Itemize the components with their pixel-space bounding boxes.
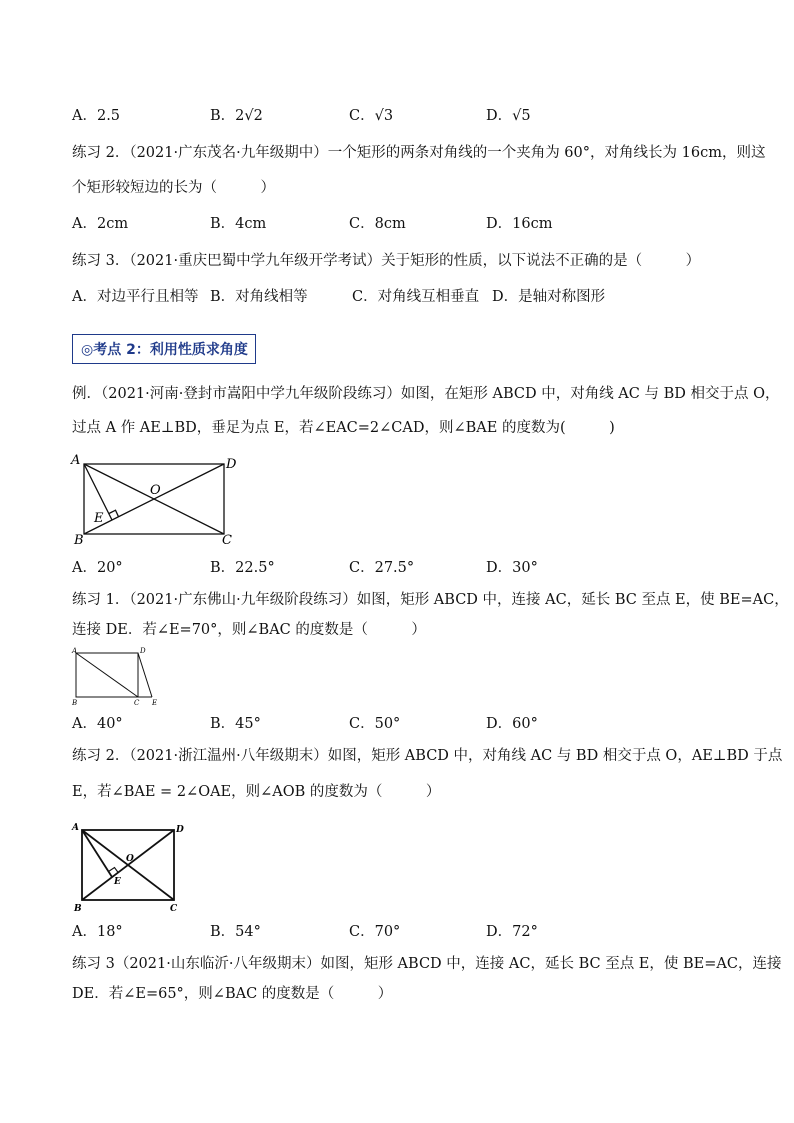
example-question-line2: 过点 A 作 AE⊥BD，垂足为点 E，若∠EAC=2∠CAD，则∠BAE 的度数为( ) xyxy=(72,420,615,436)
q0-options xyxy=(72,106,632,126)
e2-label-a: A xyxy=(72,823,79,833)
e1-label-d: D xyxy=(140,647,146,655)
q0-option-a: A．2.5 xyxy=(72,108,121,124)
e2-question-line2: E，若∠BAE = 2∠OAE，则∠AOB 的度数为（ ） xyxy=(72,784,441,800)
e1-question-line2: 连接 DE．若∠E=70°，则∠BAC 的度数是（ ） xyxy=(72,622,426,638)
example-label-a: A xyxy=(71,453,81,468)
section-heading: ◎考点 2：利用性质求角度 xyxy=(81,342,248,358)
p3-option-c: C．对角线互相垂直 xyxy=(352,289,480,305)
example-figure xyxy=(68,452,244,548)
example-option-c: C．27.5° xyxy=(349,560,415,576)
q0-option-d: D．√5 xyxy=(486,108,531,124)
p2-option-c: C．8cm xyxy=(349,216,406,232)
example-option-d: D．30° xyxy=(486,560,538,576)
e2-label-c: C xyxy=(170,904,178,914)
example-label-e: E xyxy=(94,511,104,526)
p2-question-line1: 练习 2．（2021·广东茂名·九年级期中）一个矩形的两条对角线的一个夹角为 60°，对角线长为 16cm，则这 xyxy=(72,145,766,161)
e1-option-b: B．45° xyxy=(210,716,261,732)
example-label-b: B xyxy=(74,533,84,548)
example-options xyxy=(72,558,632,578)
e2-perpendicular-ae xyxy=(82,830,112,877)
e2-option-b: B．54° xyxy=(210,924,261,940)
e1-question-line1: 练习 1．（2021·广东佛山·九年级阶段练习）如图，矩形 ABCD 中，连接 AC，延长 BC 至点 E，使 BE=AC， xyxy=(72,592,789,608)
e2-right-angle-mark xyxy=(109,868,119,874)
q0-option-c: C．√3 xyxy=(349,108,394,124)
p2-option-b: B．4cm xyxy=(210,216,267,232)
example-label-o: O xyxy=(150,483,161,498)
e2-figure xyxy=(68,818,190,914)
example-option-b: B．22.5° xyxy=(210,560,275,576)
e2-label-d: D xyxy=(176,825,184,835)
q0-option-b: B．2√2 xyxy=(210,108,263,124)
e3-question-line2: DE．若∠E=65°，则∠BAC 的度数是（ ） xyxy=(72,986,393,1002)
p3-option-b: B．对角线相等 xyxy=(210,289,308,305)
e1-options xyxy=(72,714,632,734)
e1-option-a: A．40° xyxy=(72,716,123,732)
e2-label-b: B xyxy=(74,904,82,914)
e1-label-b: B xyxy=(72,699,78,707)
e1-option-d: D．60° xyxy=(486,716,538,732)
e1-option-c: C．50° xyxy=(349,716,401,732)
example-question-line1: 例．（2021·河南·登封市嵩阳中学九年级阶段练习）如图，在矩形 ABCD 中，对角线 AC 与 BD 相交于点 O， xyxy=(72,386,780,402)
p3-option-d: D．是轴对称图形 xyxy=(492,289,606,305)
e1-diagonal-ac xyxy=(76,653,138,697)
e2-option-c: C．70° xyxy=(349,924,401,940)
example-option-a: A．20° xyxy=(72,560,123,576)
p2-options xyxy=(72,214,632,234)
e2-question-line1: 练习 2．（2021·浙江温州·八年级期末）如图，矩形 ABCD 中，对角线 AC 与 BD 相交于点 O，AE⊥BD 于点 xyxy=(72,748,783,764)
p3-option-a: A．对边平行且相等 xyxy=(72,289,199,305)
p2-question-line2: 个矩形较短边的长为（ ） xyxy=(72,180,275,196)
e1-label-e: E xyxy=(152,699,158,707)
example-label-d: D xyxy=(226,457,237,472)
e1-figure xyxy=(70,646,162,708)
e1-segment-de xyxy=(138,653,152,697)
example-label-c: C xyxy=(222,533,232,548)
e2-options xyxy=(72,922,632,942)
p3-options xyxy=(72,287,632,307)
p2-option-a: A．2cm xyxy=(72,216,129,232)
section-heading-box xyxy=(72,334,256,364)
p2-option-d: D．16cm xyxy=(486,216,553,232)
e2-option-a: A．18° xyxy=(72,924,123,940)
e2-label-o: O xyxy=(126,854,134,864)
e3-question-line1: 练习 3（2021·山东临沂·八年级期末）如图，矩形 ABCD 中，连接 AC，延长 BC 至点 E，使 BE=AC，连接 xyxy=(72,956,782,972)
e2-label-e: E xyxy=(114,877,121,887)
e1-label-c: C xyxy=(134,699,140,707)
e1-label-a: A xyxy=(72,647,78,655)
e2-option-d: D．72° xyxy=(486,924,538,940)
p3-question-line1: 练习 3．（2021·重庆巴蜀中学九年级开学考试）关于矩形的性质，以下说法不正确的是（ ） xyxy=(72,253,701,269)
